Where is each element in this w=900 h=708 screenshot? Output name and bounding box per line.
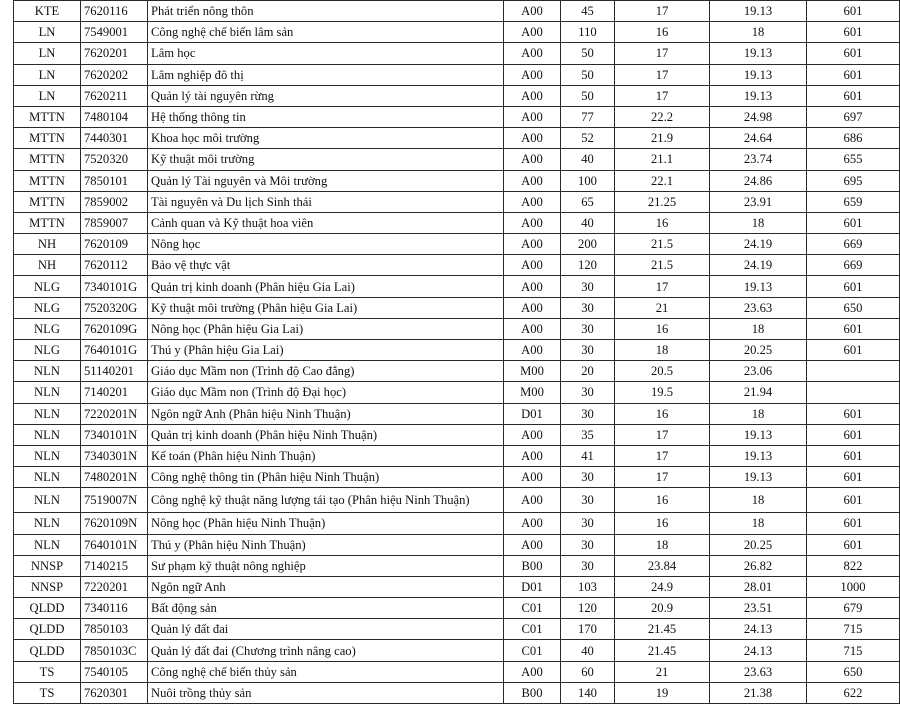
aptitude-score-cell: 601 [807,43,900,64]
aptitude-score-cell: 601 [807,85,900,106]
converted-score-cell: 23.51 [710,598,807,619]
major-code-cell: 7220201 [81,576,148,597]
quota-cell: 41 [561,445,615,466]
major-name-cell: Quản lý Tài nguyên và Môi trường [148,170,504,191]
major-name-cell: Nông học (Phân hiệu Gia Lai) [148,318,504,339]
subject-group-cell: B00 [504,555,561,576]
converted-score-cell: 24.98 [710,106,807,127]
table-row [14,1,900,22]
score-cell: 21.9 [615,128,710,149]
aptitude-score-cell: 686 [807,128,900,149]
aptitude-score-cell: 650 [807,297,900,318]
faculty-code-cell: NLN [14,488,81,513]
faculty-code-cell: NLN [14,361,81,382]
faculty-code-cell: MTTN [14,128,81,149]
converted-score-cell: 23.06 [710,361,807,382]
major-code-cell: 7520320G [81,297,148,318]
major-name-cell: Bất động sản [148,598,504,619]
table-row [14,191,900,212]
quota-cell: 30 [561,276,615,297]
score-cell: 21.5 [615,255,710,276]
aptitude-score-cell: 650 [807,661,900,682]
major-code-cell: 7340101N [81,424,148,445]
score-cell: 17 [615,424,710,445]
score-cell: 21.25 [615,191,710,212]
major-name-cell: Ngôn ngữ Anh [148,576,504,597]
table-row [14,340,900,361]
converted-score-cell: 21.94 [710,382,807,403]
table-row [14,598,900,619]
major-name-cell: Quản lý tài nguyên rừng [148,85,504,106]
faculty-code-cell: QLDD [14,598,81,619]
table-row [14,424,900,445]
table-row [14,234,900,255]
subject-group-cell: A00 [504,191,561,212]
converted-score-cell: 18 [710,513,807,534]
major-code-cell: 7850103 [81,619,148,640]
score-cell: 17 [615,276,710,297]
converted-score-cell: 24.64 [710,128,807,149]
major-name-cell: Khoa học môi trường [148,128,504,149]
faculty-code-cell: NLG [14,276,81,297]
aptitude-score-cell: 601 [807,276,900,297]
converted-score-cell: 28.01 [710,576,807,597]
aptitude-score-cell: 715 [807,640,900,661]
subject-group-cell: A00 [504,488,561,513]
subject-group-cell: A00 [504,85,561,106]
converted-score-cell: 24.19 [710,255,807,276]
faculty-code-cell: MTTN [14,149,81,170]
quota-cell: 30 [561,534,615,555]
faculty-code-cell: NLG [14,318,81,339]
major-name-cell: Nuôi trồng thủy sản [148,682,504,703]
subject-group-cell: B00 [504,682,561,703]
score-cell: 22.2 [615,106,710,127]
subject-group-cell: A00 [504,513,561,534]
converted-score-cell: 21.38 [710,682,807,703]
quota-cell: 30 [561,318,615,339]
major-code-cell: 7620301 [81,682,148,703]
aptitude-score-cell: 655 [807,149,900,170]
quota-cell: 170 [561,619,615,640]
quota-cell: 40 [561,212,615,233]
score-cell: 16 [615,22,710,43]
aptitude-score-cell: 669 [807,255,900,276]
converted-score-cell: 23.74 [710,149,807,170]
table-row [14,682,900,703]
major-code-cell: 7620109N [81,513,148,534]
major-name-cell: Công nghệ chế biến thủy sản [148,661,504,682]
converted-score-cell: 19.13 [710,276,807,297]
major-code-cell: 7620201 [81,43,148,64]
converted-score-cell: 19.13 [710,85,807,106]
major-code-cell: 7859007 [81,212,148,233]
faculty-code-cell: NLN [14,445,81,466]
score-cell: 21.45 [615,619,710,640]
aptitude-score-cell: 669 [807,234,900,255]
subject-group-cell: A00 [504,64,561,85]
converted-score-cell: 18 [710,403,807,424]
score-cell: 19.5 [615,382,710,403]
subject-group-cell: A00 [504,149,561,170]
major-name-cell: Kế toán (Phân hiệu Ninh Thuận) [148,445,504,466]
faculty-code-cell: NLG [14,340,81,361]
converted-score-cell: 19.13 [710,1,807,22]
major-name-cell: Sư phạm kỹ thuật nông nghiệp [148,555,504,576]
major-name-cell: Giáo dục Mầm non (Trình độ Cao đẳng) [148,361,504,382]
score-cell: 21.1 [615,149,710,170]
faculty-code-cell: MTTN [14,212,81,233]
faculty-code-cell: LN [14,85,81,106]
score-cell: 17 [615,467,710,488]
subject-group-cell: A00 [504,297,561,318]
score-cell: 17 [615,64,710,85]
score-cell: 19 [615,682,710,703]
table-row [14,170,900,191]
score-cell: 21 [615,297,710,318]
major-name-cell: Lâm học [148,43,504,64]
converted-score-cell: 19.13 [710,424,807,445]
major-name-cell: Phát triển nông thôn [148,1,504,22]
score-cell: 18 [615,340,710,361]
table-row [14,513,900,534]
subject-group-cell: C01 [504,619,561,640]
major-name-cell: Thú y (Phân hiệu Gia Lai) [148,340,504,361]
converted-score-cell: 24.19 [710,234,807,255]
table-row [14,276,900,297]
converted-score-cell: 20.25 [710,534,807,555]
quota-cell: 30 [561,297,615,318]
major-name-cell: Bảo vệ thực vật [148,255,504,276]
major-name-cell: Hệ thống thông tin [148,106,504,127]
converted-score-cell: 26.82 [710,555,807,576]
major-name-cell: Thú y (Phân hiệu Ninh Thuận) [148,534,504,555]
subject-group-cell: A00 [504,234,561,255]
major-code-cell: 7519007N [81,488,148,513]
subject-group-cell: A00 [504,445,561,466]
faculty-code-cell: QLDD [14,640,81,661]
quota-cell: 20 [561,361,615,382]
major-code-cell: 7220201N [81,403,148,424]
faculty-code-cell: NNSP [14,555,81,576]
major-name-cell: Nông học (Phân hiệu Ninh Thuận) [148,513,504,534]
subject-group-cell: M00 [504,361,561,382]
faculty-code-cell: NLN [14,382,81,403]
quota-cell: 30 [561,340,615,361]
quota-cell: 30 [561,513,615,534]
major-name-cell: Quản lý đất đai [148,619,504,640]
major-name-cell: Kỹ thuật môi trường (Phân hiệu Gia Lai) [148,297,504,318]
score-cell: 16 [615,488,710,513]
major-name-cell: Quản trị kinh doanh (Phân hiệu Ninh Thuận) [148,424,504,445]
score-cell: 21.45 [615,640,710,661]
score-cell: 17 [615,85,710,106]
major-name-cell: Công nghệ thông tin (Phân hiệu Ninh Thuận) [148,467,504,488]
converted-score-cell: 19.13 [710,64,807,85]
quota-cell: 30 [561,555,615,576]
table-row [14,619,900,640]
table-row [14,43,900,64]
major-code-cell: 7549001 [81,22,148,43]
table-row [14,255,900,276]
faculty-code-cell: NH [14,234,81,255]
quota-cell: 35 [561,424,615,445]
converted-score-cell: 20.25 [710,340,807,361]
quota-cell: 100 [561,170,615,191]
aptitude-score-cell: 601 [807,1,900,22]
aptitude-score-cell: 659 [807,191,900,212]
table-row [14,488,900,513]
score-cell: 18 [615,534,710,555]
subject-group-cell: A00 [504,467,561,488]
subject-group-cell: C01 [504,598,561,619]
faculty-code-cell: NLG [14,297,81,318]
major-code-cell: 7620112 [81,255,148,276]
table-row [14,212,900,233]
major-code-cell: 7440301 [81,128,148,149]
subject-group-cell: A00 [504,22,561,43]
table-row [14,467,900,488]
score-cell: 20.9 [615,598,710,619]
table-row [14,361,900,382]
subject-group-cell: C01 [504,640,561,661]
aptitude-score-cell: 601 [807,340,900,361]
table-row [14,640,900,661]
faculty-code-cell: NNSP [14,576,81,597]
converted-score-cell: 18 [710,318,807,339]
quota-cell: 77 [561,106,615,127]
aptitude-score-cell: 822 [807,555,900,576]
table-row [14,22,900,43]
major-name-cell: Lâm nghiệp đô thị [148,64,504,85]
aptitude-score-cell: 601 [807,513,900,534]
quota-cell: 200 [561,234,615,255]
subject-group-cell: D01 [504,403,561,424]
faculty-code-cell: NH [14,255,81,276]
table-row [14,85,900,106]
subject-group-cell: A00 [504,340,561,361]
quota-cell: 50 [561,43,615,64]
major-code-cell: 7480104 [81,106,148,127]
major-name-cell: Giáo dục Mầm non (Trình độ Đại học) [148,382,504,403]
score-cell: 16 [615,513,710,534]
score-cell: 20.5 [615,361,710,382]
subject-group-cell: D01 [504,576,561,597]
aptitude-score-cell: 601 [807,22,900,43]
table-row [14,297,900,318]
major-name-cell: Kỹ thuật môi trường [148,149,504,170]
major-code-cell: 7620109 [81,234,148,255]
major-code-cell: 51140201 [81,361,148,382]
table-row [14,534,900,555]
major-code-cell: 7340301N [81,445,148,466]
faculty-code-cell: QLDD [14,619,81,640]
quota-cell: 120 [561,255,615,276]
subject-group-cell: A00 [504,534,561,555]
quota-cell: 50 [561,85,615,106]
subject-group-cell: A00 [504,128,561,149]
faculty-code-cell: MTTN [14,191,81,212]
table-row [14,382,900,403]
score-cell: 16 [615,212,710,233]
subject-group-cell: A00 [504,255,561,276]
table-row [14,555,900,576]
major-code-cell: 7340101G [81,276,148,297]
faculty-code-cell: KTE [14,1,81,22]
converted-score-cell: 18 [710,212,807,233]
quota-cell: 103 [561,576,615,597]
subject-group-cell: M00 [504,382,561,403]
major-code-cell: 7620116 [81,1,148,22]
quota-cell: 30 [561,467,615,488]
score-cell: 17 [615,43,710,64]
table-row [14,318,900,339]
aptitude-score-cell: 601 [807,424,900,445]
quota-cell: 140 [561,682,615,703]
subject-group-cell: A00 [504,318,561,339]
aptitude-score-cell: 601 [807,318,900,339]
subject-group-cell: A00 [504,106,561,127]
quota-cell: 50 [561,64,615,85]
major-code-cell: 7140201 [81,382,148,403]
table-row [14,661,900,682]
faculty-code-cell: NLN [14,424,81,445]
quota-cell: 40 [561,149,615,170]
major-name-cell: Công nghệ chế biến lâm sản [148,22,504,43]
admission-table [13,0,900,704]
major-name-cell: Công nghệ kỹ thuật năng lượng tái tạo (Phân hiệu Ninh Thuận) [148,488,504,513]
table-body [14,1,900,704]
major-code-cell: 7620202 [81,64,148,85]
major-name-cell: Tài nguyên và Du lịch Sinh thái [148,191,504,212]
converted-score-cell: 19.13 [710,467,807,488]
quota-cell: 30 [561,403,615,424]
score-cell: 22.1 [615,170,710,191]
table-row [14,128,900,149]
major-code-cell: 7620211 [81,85,148,106]
converted-score-cell: 24.86 [710,170,807,191]
quota-cell: 30 [561,488,615,513]
aptitude-score-cell: 601 [807,445,900,466]
score-cell: 17 [615,445,710,466]
aptitude-score-cell: 715 [807,619,900,640]
major-code-cell: 7640101N [81,534,148,555]
quota-cell: 120 [561,598,615,619]
faculty-code-cell: TS [14,661,81,682]
aptitude-score-cell: 1000 [807,576,900,597]
major-code-cell: 7540105 [81,661,148,682]
major-code-cell: 7850101 [81,170,148,191]
faculty-code-cell: LN [14,43,81,64]
score-cell: 16 [615,403,710,424]
converted-score-cell: 23.63 [710,661,807,682]
major-name-cell: Cảnh quan và Kỹ thuật hoa viên [148,212,504,233]
table-row [14,445,900,466]
major-name-cell: Quản lý đất đai (Chương trình nâng cao) [148,640,504,661]
score-cell: 24.9 [615,576,710,597]
score-cell: 21.5 [615,234,710,255]
subject-group-cell: A00 [504,424,561,445]
table-row [14,106,900,127]
converted-score-cell: 24.13 [710,619,807,640]
subject-group-cell: A00 [504,661,561,682]
aptitude-score-cell: 601 [807,403,900,424]
subject-group-cell: A00 [504,43,561,64]
major-name-cell: Nông học [148,234,504,255]
aptitude-score-cell: 601 [807,64,900,85]
subject-group-cell: A00 [504,170,561,191]
aptitude-score-cell: 697 [807,106,900,127]
quota-cell: 110 [561,22,615,43]
converted-score-cell: 18 [710,488,807,513]
aptitude-score-cell [807,361,900,382]
score-cell: 23.84 [615,555,710,576]
aptitude-score-cell: 679 [807,598,900,619]
score-cell: 16 [615,318,710,339]
major-code-cell: 7140215 [81,555,148,576]
faculty-code-cell: NLN [14,513,81,534]
table-row [14,64,900,85]
faculty-code-cell: MTTN [14,170,81,191]
converted-score-cell: 23.63 [710,297,807,318]
major-name-cell: Ngôn ngữ Anh (Phân hiệu Ninh Thuận) [148,403,504,424]
aptitude-score-cell: 622 [807,682,900,703]
major-name-cell: Quản trị kinh doanh (Phân hiệu Gia Lai) [148,276,504,297]
major-code-cell: 7520320 [81,149,148,170]
converted-score-cell: 24.13 [710,640,807,661]
aptitude-score-cell: 601 [807,467,900,488]
faculty-code-cell: NLN [14,403,81,424]
quota-cell: 30 [561,382,615,403]
major-code-cell: 7480201N [81,467,148,488]
major-code-cell: 7620109G [81,318,148,339]
aptitude-score-cell: 695 [807,170,900,191]
converted-score-cell: 18 [710,22,807,43]
subject-group-cell: A00 [504,212,561,233]
quota-cell: 45 [561,1,615,22]
faculty-code-cell: NLN [14,534,81,555]
major-code-cell: 7340116 [81,598,148,619]
quota-cell: 60 [561,661,615,682]
faculty-code-cell: TS [14,682,81,703]
aptitude-score-cell [807,382,900,403]
major-code-cell: 7640101G [81,340,148,361]
aptitude-score-cell: 601 [807,212,900,233]
major-code-cell: 7850103C [81,640,148,661]
converted-score-cell: 19.13 [710,445,807,466]
table-row [14,576,900,597]
converted-score-cell: 19.13 [710,43,807,64]
score-cell: 21 [615,661,710,682]
quota-cell: 52 [561,128,615,149]
subject-group-cell: A00 [504,1,561,22]
table-row [14,403,900,424]
quota-cell: 65 [561,191,615,212]
major-code-cell: 7859002 [81,191,148,212]
faculty-code-cell: MTTN [14,106,81,127]
quota-cell: 40 [561,640,615,661]
table-row [14,149,900,170]
aptitude-score-cell: 601 [807,488,900,513]
score-cell: 17 [615,1,710,22]
converted-score-cell: 23.91 [710,191,807,212]
faculty-code-cell: NLN [14,467,81,488]
faculty-code-cell: LN [14,64,81,85]
faculty-code-cell: LN [14,22,81,43]
aptitude-score-cell: 601 [807,534,900,555]
subject-group-cell: A00 [504,276,561,297]
